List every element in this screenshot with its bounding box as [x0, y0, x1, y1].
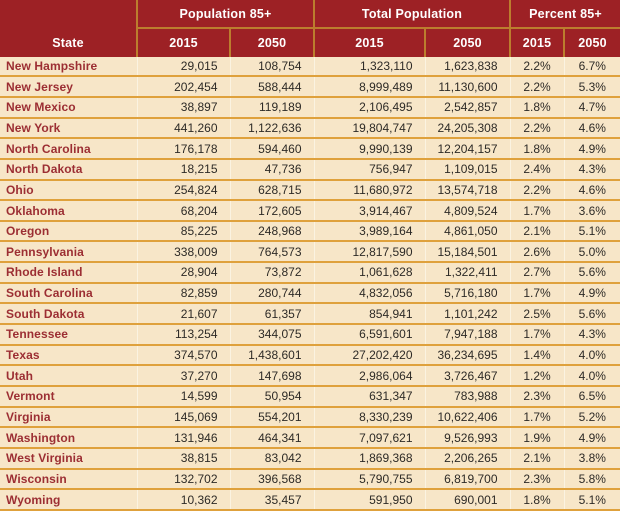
state-cell: Rhode Island — [0, 262, 137, 283]
state-cell: Texas — [0, 345, 137, 366]
population-cell: 38,815 — [137, 448, 230, 469]
state-cell: Oregon — [0, 221, 137, 242]
percent-cell: 1.7% — [510, 200, 564, 221]
state-cell: New York — [0, 118, 137, 139]
population-cell: 756,947 — [314, 159, 425, 180]
table-row — [0, 138, 620, 159]
population-cell: 38,897 — [137, 97, 230, 118]
group-header-percent-85: Percent 85+ — [510, 0, 620, 28]
population-cell: 24,205,308 — [425, 118, 510, 139]
table-row — [0, 303, 620, 324]
group-header-total-population: Total Population — [314, 0, 510, 28]
table-row — [0, 180, 620, 201]
table-row — [0, 489, 620, 510]
percent-cell: 2.2% — [510, 180, 564, 201]
population-cell: 113,254 — [137, 324, 230, 345]
population-cell: 594,460 — [230, 138, 314, 159]
population-cell: 83,042 — [230, 448, 314, 469]
population-cell: 50,954 — [230, 386, 314, 407]
population-cell: 1,061,628 — [314, 262, 425, 283]
population-cell: 3,989,164 — [314, 221, 425, 242]
table-row — [0, 76, 620, 97]
population-cell: 1,101,242 — [425, 303, 510, 324]
population-cell: 1,623,838 — [425, 57, 510, 76]
state-cell: New Jersey — [0, 76, 137, 97]
state-cell: South Carolina — [0, 283, 137, 304]
percent-cell: 1.7% — [510, 407, 564, 428]
population-cell: 280,744 — [230, 283, 314, 304]
population-cell: 147,698 — [230, 365, 314, 386]
state-cell: North Carolina — [0, 138, 137, 159]
population-cell: 631,347 — [314, 386, 425, 407]
population-cell: 6,591,601 — [314, 324, 425, 345]
group-header-population-85: Population 85+ — [137, 0, 314, 28]
population-cell: 47,736 — [230, 159, 314, 180]
population-cell: 3,914,467 — [314, 200, 425, 221]
population-cell: 6,819,700 — [425, 469, 510, 490]
population-cell: 85,225 — [137, 221, 230, 242]
year-header-total-2015: 2015 — [314, 28, 425, 57]
population-cell: 344,075 — [230, 324, 314, 345]
population-cell: 3,726,467 — [425, 365, 510, 386]
percent-cell: 2.2% — [510, 57, 564, 76]
table-row — [0, 200, 620, 221]
percent-cell: 4.6% — [564, 118, 620, 139]
percent-cell: 2.7% — [510, 262, 564, 283]
population-cell: 464,341 — [230, 427, 314, 448]
percent-cell: 4.9% — [564, 283, 620, 304]
population-cell: 4,861,050 — [425, 221, 510, 242]
population-cell: 2,542,857 — [425, 97, 510, 118]
population-cell: 1,322,411 — [425, 262, 510, 283]
percent-cell: 1.8% — [510, 489, 564, 510]
population-cell: 176,178 — [137, 138, 230, 159]
population-cell: 21,607 — [137, 303, 230, 324]
table-row — [0, 221, 620, 242]
population-cell: 11,680,972 — [314, 180, 425, 201]
population-cell: 628,715 — [230, 180, 314, 201]
percent-cell: 5.3% — [564, 76, 620, 97]
population-cell: 7,947,188 — [425, 324, 510, 345]
population-cell: 8,330,239 — [314, 407, 425, 428]
percent-cell: 2.6% — [510, 241, 564, 262]
table-header — [0, 0, 620, 57]
group-header-row — [0, 0, 620, 28]
population-cell: 29,015 — [137, 57, 230, 76]
population-cell: 1,869,368 — [314, 448, 425, 469]
population-cell: 5,790,755 — [314, 469, 425, 490]
population-cell: 10,622,406 — [425, 407, 510, 428]
percent-cell: 5.8% — [564, 469, 620, 490]
population-cell: 2,206,265 — [425, 448, 510, 469]
percent-cell: 1.2% — [510, 365, 564, 386]
percent-cell: 5.1% — [564, 489, 620, 510]
population-cell: 19,804,747 — [314, 118, 425, 139]
population-cell: 15,184,501 — [425, 241, 510, 262]
population-cell: 10,362 — [137, 489, 230, 510]
population-cell: 108,754 — [230, 57, 314, 76]
population-cell: 73,872 — [230, 262, 314, 283]
state-cell: West Virginia — [0, 448, 137, 469]
state-cell: Pennsylvania — [0, 241, 137, 262]
state-cell: Oklahoma — [0, 200, 137, 221]
table-row — [0, 118, 620, 139]
percent-cell: 5.2% — [564, 407, 620, 428]
table-row — [0, 57, 620, 76]
state-cell: South Dakota — [0, 303, 137, 324]
population-cell: 145,069 — [137, 407, 230, 428]
population-cell: 119,189 — [230, 97, 314, 118]
population-cell: 554,201 — [230, 407, 314, 428]
population-cell: 338,009 — [137, 241, 230, 262]
percent-cell: 1.7% — [510, 324, 564, 345]
state-cell: Wisconsin — [0, 469, 137, 490]
percent-cell: 2.3% — [510, 469, 564, 490]
population-cell: 8,999,489 — [314, 76, 425, 97]
percent-cell: 3.6% — [564, 200, 620, 221]
population-cell: 68,204 — [137, 200, 230, 221]
population-cell: 248,968 — [230, 221, 314, 242]
population-cell: 2,986,064 — [314, 365, 425, 386]
percent-cell: 4.3% — [564, 324, 620, 345]
table-row — [0, 283, 620, 304]
percent-cell: 2.4% — [510, 159, 564, 180]
population-cell: 2,106,495 — [314, 97, 425, 118]
percent-cell: 1.9% — [510, 427, 564, 448]
population-cell: 202,454 — [137, 76, 230, 97]
table-row — [0, 345, 620, 366]
state-cell: Tennessee — [0, 324, 137, 345]
state-cell: Virginia — [0, 407, 137, 428]
percent-cell: 6.7% — [564, 57, 620, 76]
percent-cell: 4.3% — [564, 159, 620, 180]
population-cell: 18,215 — [137, 159, 230, 180]
percent-cell: 4.6% — [564, 180, 620, 201]
population-cell: 4,832,056 — [314, 283, 425, 304]
population-cell: 131,946 — [137, 427, 230, 448]
percent-cell: 5.1% — [564, 221, 620, 242]
table-row — [0, 241, 620, 262]
percent-cell: 5.0% — [564, 241, 620, 262]
population-cell: 36,234,695 — [425, 345, 510, 366]
population-cell: 14,599 — [137, 386, 230, 407]
table-row — [0, 469, 620, 490]
population-cell: 82,859 — [137, 283, 230, 304]
state-cell: Vermont — [0, 386, 137, 407]
year-header-pop85-2015: 2015 — [137, 28, 230, 57]
year-header-pct-2050: 2050 — [564, 28, 620, 57]
population-cell: 1,122,636 — [230, 118, 314, 139]
population-cell: 9,990,139 — [314, 138, 425, 159]
table-row — [0, 97, 620, 118]
percent-cell: 5.6% — [564, 303, 620, 324]
percent-cell: 1.8% — [510, 97, 564, 118]
population-cell: 396,568 — [230, 469, 314, 490]
percent-cell: 1.7% — [510, 283, 564, 304]
percent-cell: 4.0% — [564, 365, 620, 386]
column-header-state: State — [0, 0, 137, 57]
table-body — [0, 57, 620, 510]
percent-cell: 4.9% — [564, 427, 620, 448]
table-row — [0, 159, 620, 180]
percent-cell: 2.2% — [510, 118, 564, 139]
population-cell: 37,270 — [137, 365, 230, 386]
percent-cell: 6.5% — [564, 386, 620, 407]
year-header-pop85-2050: 2050 — [230, 28, 314, 57]
population-cell: 27,202,420 — [314, 345, 425, 366]
population-cell: 12,817,590 — [314, 241, 425, 262]
population-cell: 35,457 — [230, 489, 314, 510]
population-cell: 1,109,015 — [425, 159, 510, 180]
table-row — [0, 386, 620, 407]
population-cell: 1,323,110 — [314, 57, 425, 76]
percent-cell: 4.0% — [564, 345, 620, 366]
state-cell: Utah — [0, 365, 137, 386]
year-header-pct-2015: 2015 — [510, 28, 564, 57]
percent-cell: 2.1% — [510, 448, 564, 469]
table-row — [0, 365, 620, 386]
population-cell: 254,824 — [137, 180, 230, 201]
percent-cell: 3.8% — [564, 448, 620, 469]
percent-cell: 4.9% — [564, 138, 620, 159]
table-row — [0, 407, 620, 428]
population-cell: 690,001 — [425, 489, 510, 510]
population-cell: 588,444 — [230, 76, 314, 97]
population-cell: 12,204,157 — [425, 138, 510, 159]
percent-cell: 2.5% — [510, 303, 564, 324]
population-cell: 854,941 — [314, 303, 425, 324]
population-cell: 374,570 — [137, 345, 230, 366]
population-cell: 591,950 — [314, 489, 425, 510]
population-cell: 11,130,600 — [425, 76, 510, 97]
percent-cell: 5.6% — [564, 262, 620, 283]
population-cell: 764,573 — [230, 241, 314, 262]
population-cell: 783,988 — [425, 386, 510, 407]
population-cell: 132,702 — [137, 469, 230, 490]
population-cell: 4,809,524 — [425, 200, 510, 221]
state-cell: Ohio — [0, 180, 137, 201]
population-cell: 1,438,601 — [230, 345, 314, 366]
population-cell: 7,097,621 — [314, 427, 425, 448]
population-cell: 13,574,718 — [425, 180, 510, 201]
population-cell: 9,526,993 — [425, 427, 510, 448]
population-cell: 441,260 — [137, 118, 230, 139]
table-row — [0, 324, 620, 345]
population-cell: 61,357 — [230, 303, 314, 324]
table-row — [0, 427, 620, 448]
percent-cell: 2.2% — [510, 76, 564, 97]
percent-cell: 1.8% — [510, 138, 564, 159]
percent-cell: 4.7% — [564, 97, 620, 118]
state-cell: Wyoming — [0, 489, 137, 510]
percent-cell: 2.3% — [510, 386, 564, 407]
percent-cell: 1.4% — [510, 345, 564, 366]
state-cell: New Mexico — [0, 97, 137, 118]
population-cell: 5,716,180 — [425, 283, 510, 304]
population-cell: 28,904 — [137, 262, 230, 283]
percent-cell: 2.1% — [510, 221, 564, 242]
state-cell: New Hampshire — [0, 57, 137, 76]
state-cell: North Dakota — [0, 159, 137, 180]
table-row — [0, 262, 620, 283]
population-cell: 172,605 — [230, 200, 314, 221]
year-header-total-2050: 2050 — [425, 28, 510, 57]
state-cell: Washington — [0, 427, 137, 448]
table-row — [0, 448, 620, 469]
